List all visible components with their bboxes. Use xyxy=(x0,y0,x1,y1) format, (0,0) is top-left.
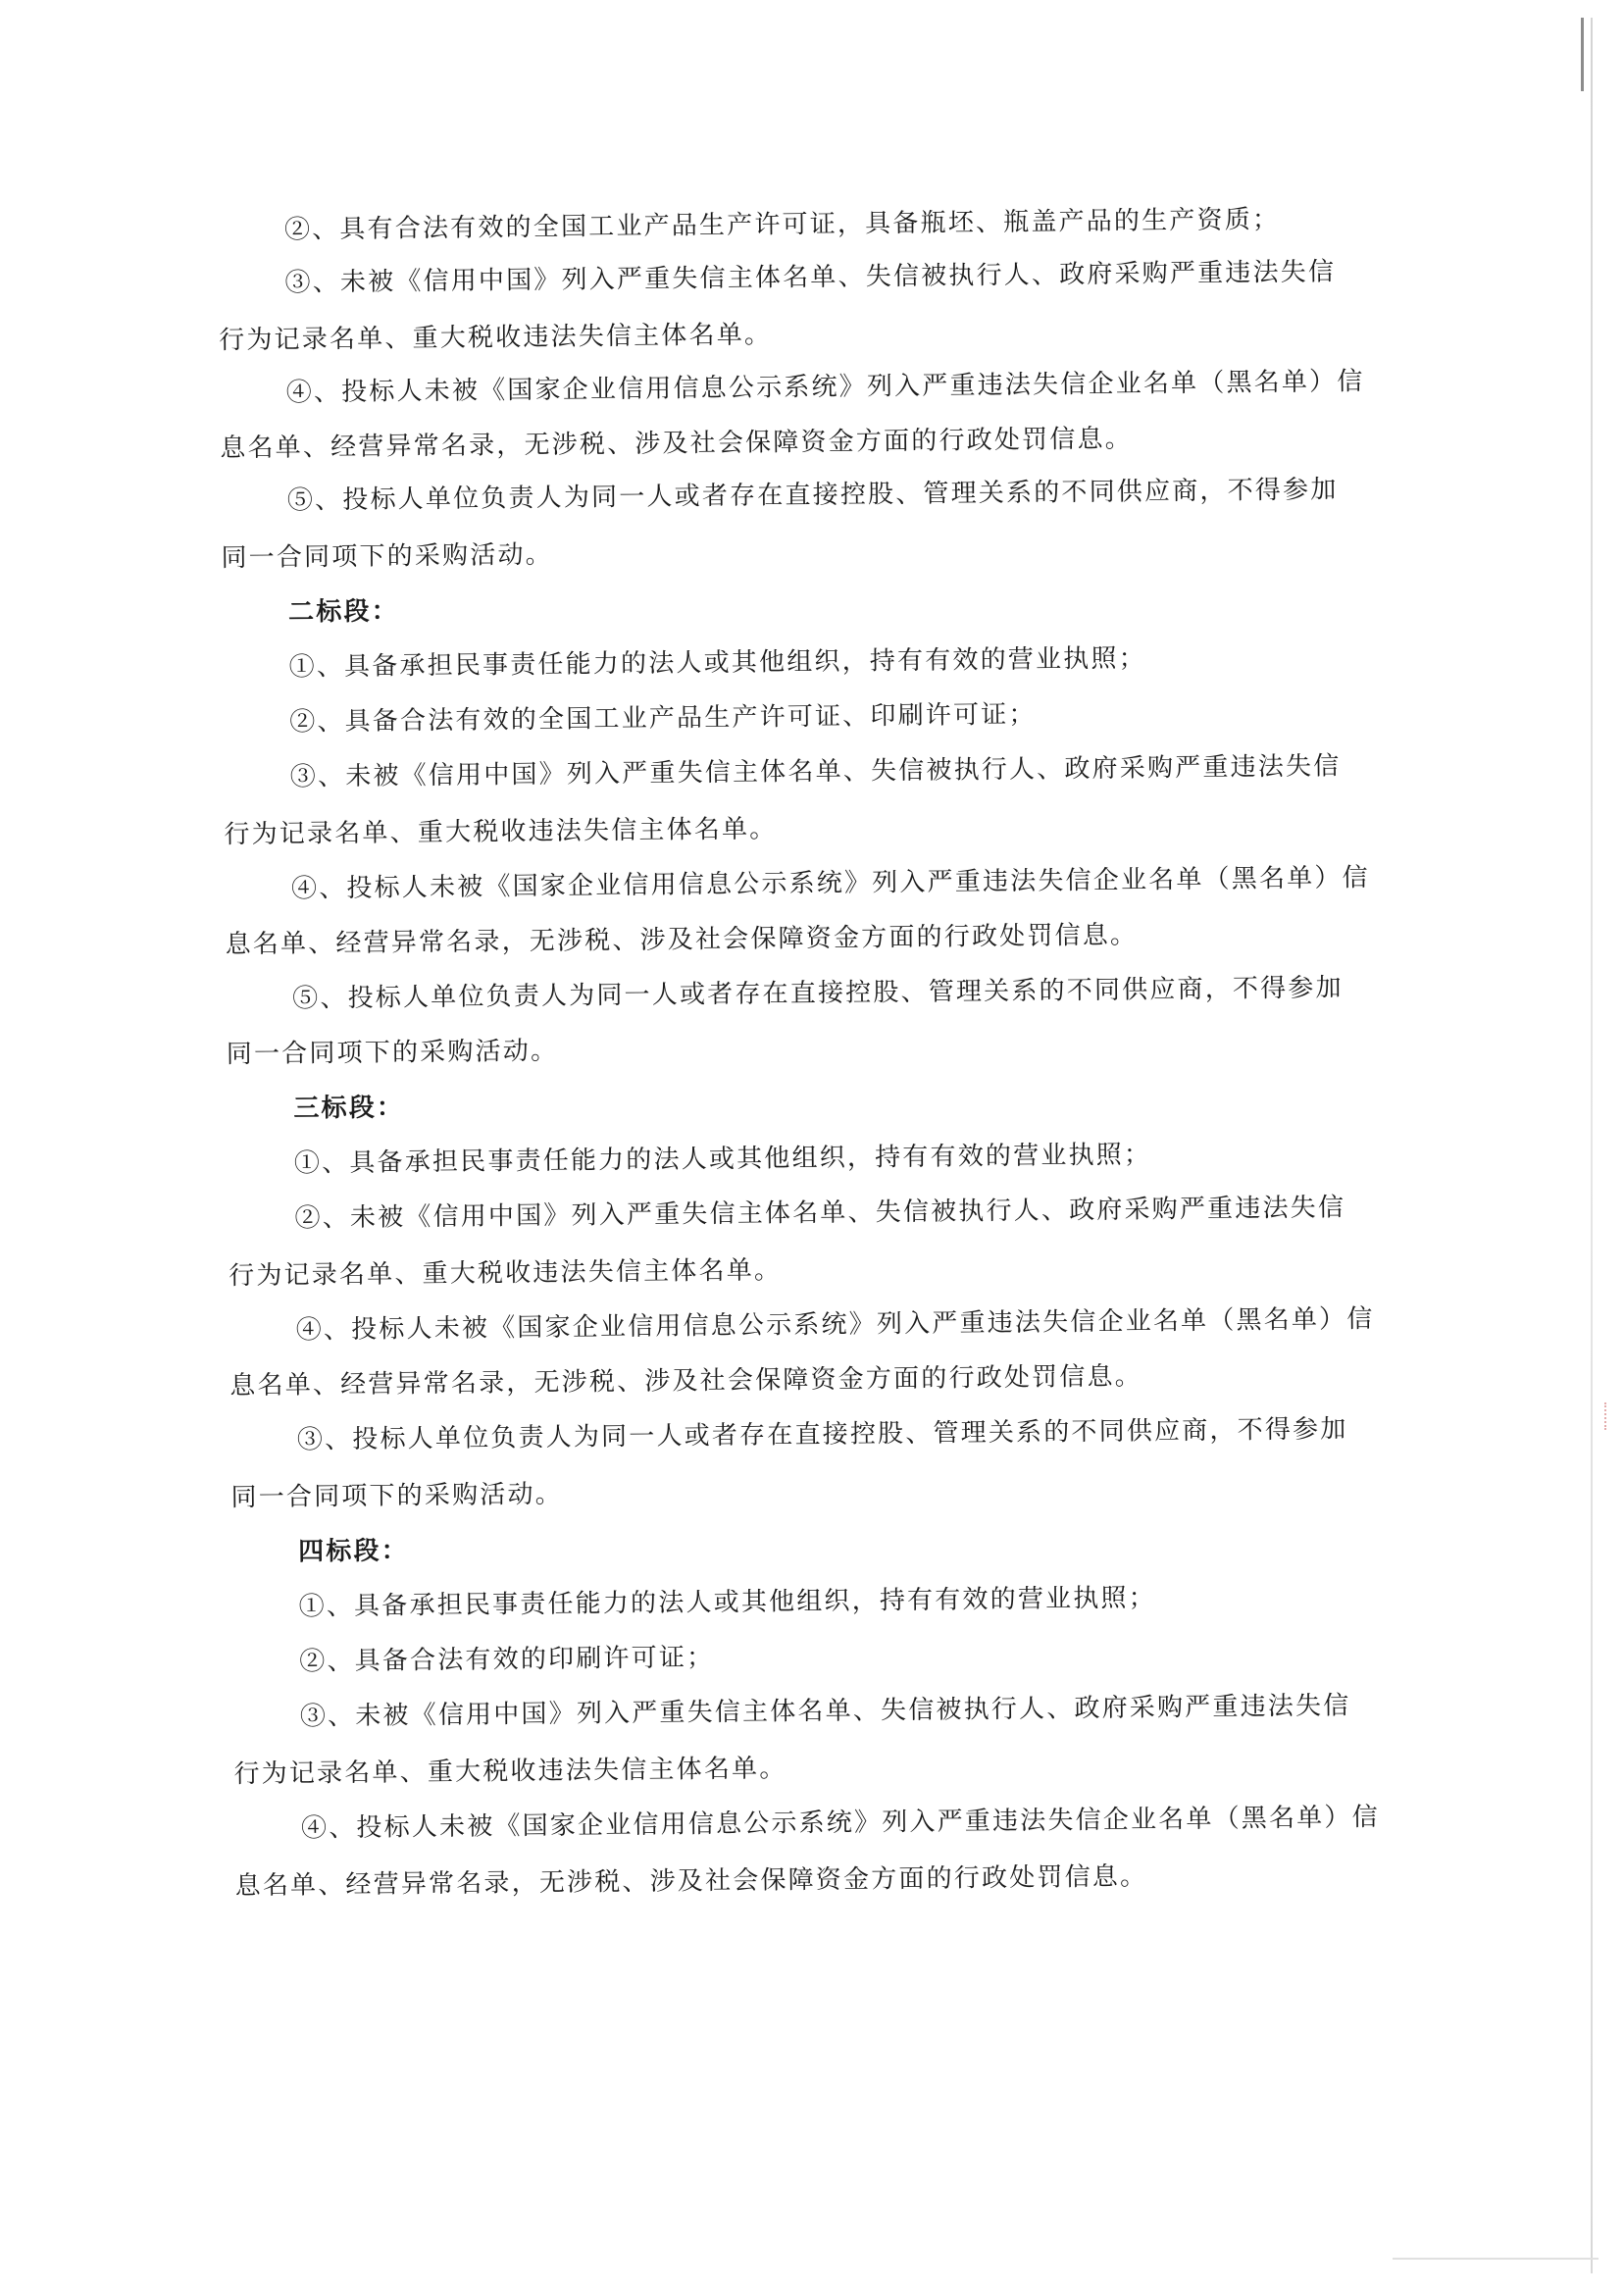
paragraph-line: ④、投标人未被《国家企业信用信息公示系统》列入严重违法失信企业名单（黑名单）信 xyxy=(285,367,1365,408)
section-heading-lot-3: 三标段： xyxy=(293,1093,405,1124)
section-heading-lot-4: 四标段： xyxy=(297,1536,410,1567)
paragraph-line: ③、未被《信用中国》列入严重失信主体名单、失信被执行人、政府采购严重违法失信 xyxy=(299,1691,1351,1732)
section-heading-lot-2: 二标段： xyxy=(287,596,400,628)
paragraph-line: 同一合同项下的采购活动。 xyxy=(221,539,554,574)
paragraph-line: ②、具备合法有效的印刷许可证； xyxy=(299,1643,715,1677)
paragraph-line: 息名单、经营异常名录，无涉税、涉及社会保障资金方面的行政处罚信息。 xyxy=(220,424,1134,464)
paragraph-line: 行为记录名单、重大税收违法失信主体名单。 xyxy=(219,320,773,356)
paragraph-line: 息名单、经营异常名录，无涉税、涉及社会保障资金方面的行政处罚信息。 xyxy=(234,1861,1148,1902)
paragraph-line: 行为记录名单、重大税收违法失信主体名单。 xyxy=(233,1754,787,1790)
paragraph-line: 行为记录名单、重大税收违法失信主体名单。 xyxy=(228,1255,783,1292)
paragraph-line: ⑤、投标人单位负责人为同一人或者存在直接控股、管理关系的不同供应商，不得参加 xyxy=(286,475,1339,516)
paragraph-line: ③、未被《信用中国》列入严重失信主体名单、失信被执行人、政府采购严重违法失信 xyxy=(289,751,1342,792)
paragraph-line: 同一合同项下的采购活动。 xyxy=(230,1479,564,1513)
paragraph-line: ⑤、投标人单位负责人为同一人或者存在直接控股、管理关系的不同供应商，不得参加 xyxy=(292,973,1344,1014)
paragraph-line: ①、具备承担民事责任能力的法人或其他组织，持有有效的营业执照； xyxy=(288,643,1146,683)
paragraph-line: 行为记录名单、重大税收违法失信主体名单。 xyxy=(224,814,778,850)
paragraph-line: ②、具备合法有效的全国工业产品生产许可证、印刷许可证； xyxy=(289,699,1037,738)
paragraph-line: ④、投标人未被《国家企业信用信息公示系统》列入严重违法失信企业名单（黑名单）信 xyxy=(300,1802,1380,1844)
paragraph-line: 同一合同项下的采购活动。 xyxy=(226,1036,559,1070)
paragraph-line: ①、具备承担民事责任能力的法人或其他组织，持有有效的营业执照； xyxy=(298,1583,1157,1622)
paragraph-line: 息名单、经营异常名录，无涉税、涉及社会保障资金方面的行政处罚信息。 xyxy=(225,920,1139,960)
paragraph-line: ④、投标人未被《国家企业信用信息公示系统》列入严重违法失信企业名单（黑名单）信 xyxy=(295,1304,1375,1346)
paragraph-line: ③、未被《信用中国》列入严重失信主体名单、失信被执行人、政府采购严重违法失信 xyxy=(284,257,1337,298)
paragraph-line: ①、具备承担民事责任能力的法人或其他组织，持有有效的营业执照； xyxy=(293,1140,1152,1179)
paragraph-line: ②、具有合法有效的全国工业产品生产许可证，具备瓶坯、瓶盖产品的生产资质； xyxy=(283,204,1281,245)
paragraph-line: 息名单、经营异常名录，无涉税、涉及社会保障资金方面的行政处罚信息。 xyxy=(229,1361,1143,1401)
paragraph-line: ③、投标人单位负责人为同一人或者存在直接控股、管理关系的不同供应商，不得参加 xyxy=(296,1414,1348,1455)
paragraph-line: ②、未被《信用中国》列入严重失信主体名单、失信被执行人、政府采购严重违法失信 xyxy=(294,1193,1346,1234)
paragraph-line: ④、投标人未被《国家企业信用信息公示系统》列入严重违法失信企业名单（黑名单）信 xyxy=(290,863,1370,904)
